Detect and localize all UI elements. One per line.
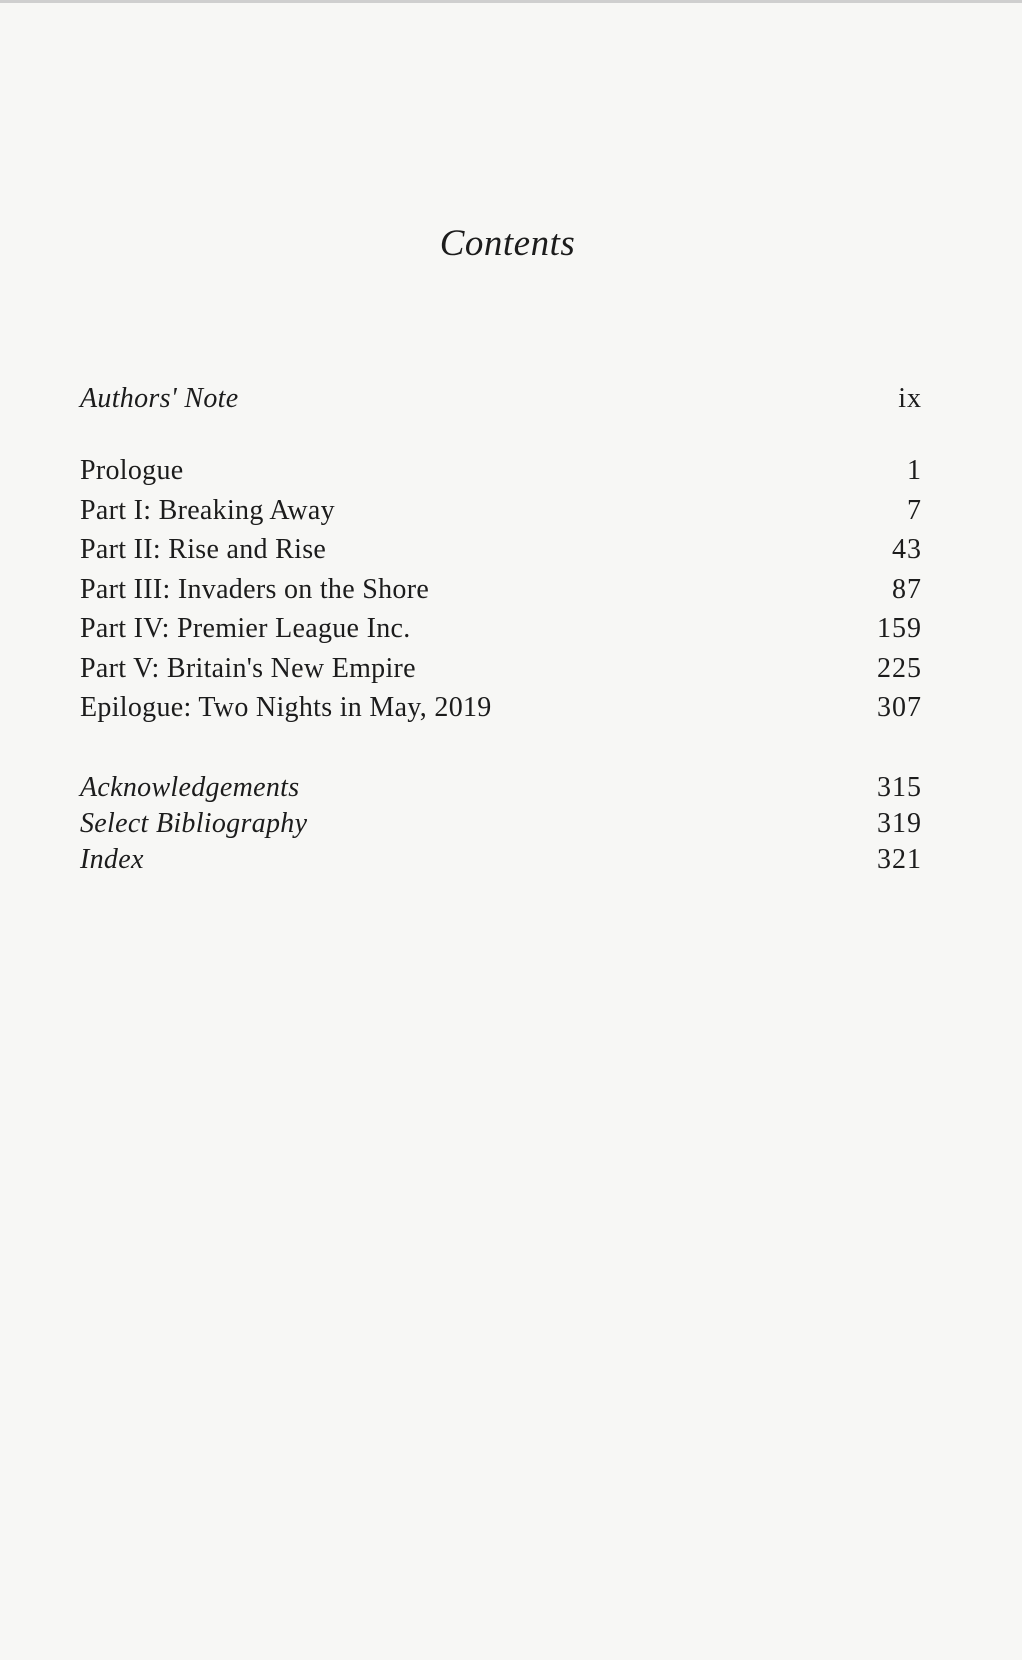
toc-entry-label: Part I: Breaking Away	[80, 494, 335, 526]
toc-entry-label: Authors' Note	[80, 383, 239, 414]
toc-entry-label: Index	[80, 844, 144, 875]
toc-entry-part-3	[80, 574, 922, 614]
toc-entry-label: Part IV: Premier League Inc.	[80, 613, 411, 644]
page-title: Contents	[439, 223, 576, 264]
toc-entry-page: 225	[877, 652, 922, 684]
toc-entry-label: Part V: Britain's New Empire	[80, 652, 416, 684]
toc-entry-acknowledgements	[80, 772, 922, 808]
toc-entry-page: 1	[907, 455, 922, 486]
toc-front-matter	[80, 383, 922, 423]
toc-entry-part-1	[80, 495, 922, 535]
toc-entry-part-2	[80, 534, 922, 574]
toc-entry-part-5	[80, 653, 922, 693]
toc-entry-label: Prologue	[80, 455, 184, 486]
toc-entry-page: 159	[877, 613, 922, 644]
toc-entry-authors-note	[80, 383, 922, 423]
toc-entry-page: ix	[898, 383, 922, 414]
toc-chapters	[80, 455, 922, 732]
toc-entry-index	[80, 844, 922, 880]
toc-entry-label: Part II: Rise and Rise	[80, 534, 327, 565]
toc-entry-page: 43	[892, 534, 922, 565]
toc-entry-label: Part III: Invaders on the Shore	[80, 573, 430, 605]
toc-entry-epilogue	[80, 692, 922, 732]
toc-entry-page: 321	[877, 844, 922, 875]
toc-entry-label: Epilogue: Two Nights in May, 2019	[80, 692, 492, 723]
toc-entry-page: 87	[892, 573, 922, 605]
toc-back-matter	[80, 772, 922, 880]
toc-entry-label: Acknowledgements	[80, 772, 300, 803]
page-top-edge	[0, 0, 1022, 3]
toc-entry-page: 319	[877, 808, 922, 839]
toc-entry-prologue	[80, 455, 922, 495]
toc-entry-page: 307	[877, 692, 922, 723]
toc-entry-page: 7	[907, 494, 922, 526]
toc-entry-part-4	[80, 613, 922, 653]
toc-entry-select-bibliography	[80, 808, 922, 844]
toc-entry-label: Select Bibliography	[80, 808, 308, 839]
toc-entry-page: 315	[877, 772, 922, 803]
